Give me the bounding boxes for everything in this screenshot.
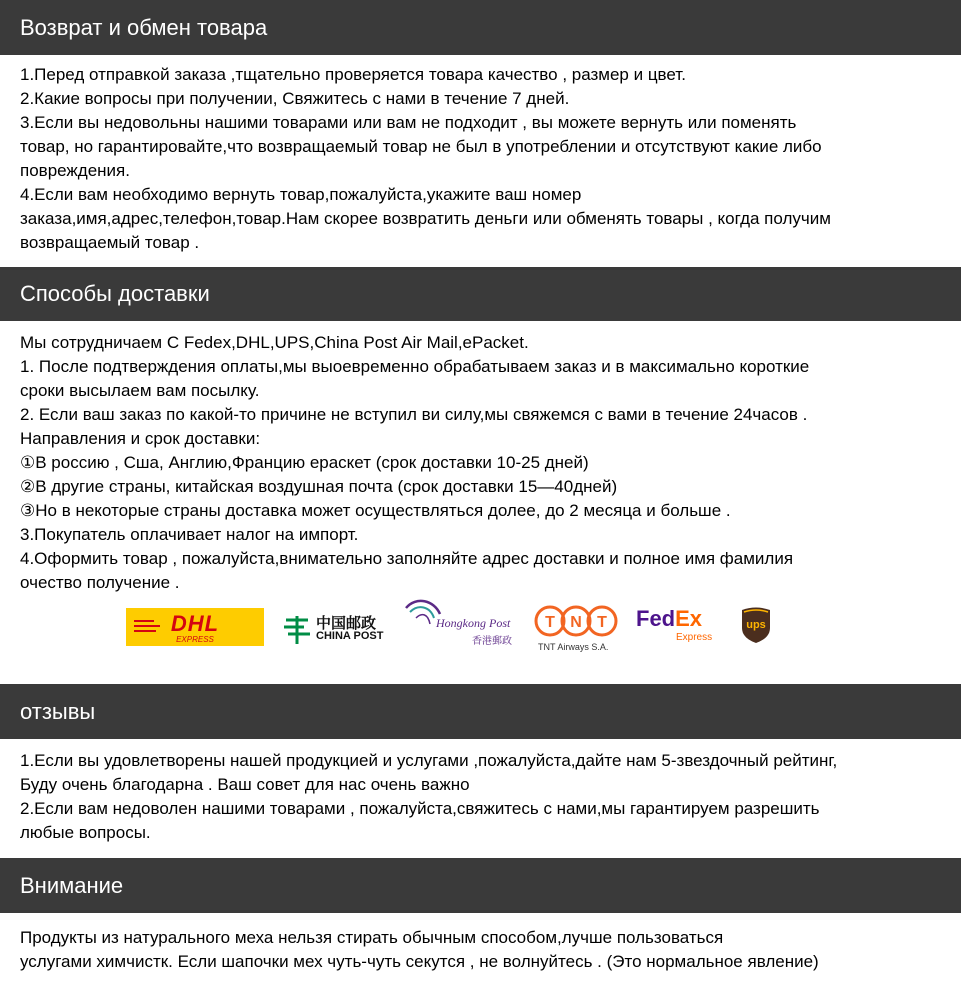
delivery-line: 1. После подтверждения оплаты,мы выоевременно обрабатываем заказ и в максимально короткие сроки высылаем вам посылку.	[20, 357, 810, 400]
attention-line: Продукты из натурального меха нельзя стирать обычным способом,лучше пользоваться услугами химчистк. Если шапочки мех чуть-чуть секутся , не волнуйтесь . (Это нормальное явление)	[20, 928, 819, 971]
carrier-logos	[120, 598, 820, 660]
returns-line: 4.Если вам необходимо вернуть товар,пожалуйста,укажите ваш номер заказа,имя,адрес,телефон,товар.Нам скорее возвратить деньги или обменять товары , когда получим возвращаемый товар .	[20, 185, 831, 252]
delivery-line: 4.Оформить товар , пожалуйста,внимательно заполняйте адрес доставки и полное имя фамилия очество получение .	[20, 549, 794, 592]
delivery-line: Мы сотрудничаем С Fedex,DHL,UPS,China Post Air Mail,ePacket.	[20, 333, 529, 352]
ups-logo-text: ups	[746, 619, 766, 631]
section-header-returns	[0, 0, 961, 55]
tnt-sub-text: TNT Airways S.A.	[538, 642, 609, 652]
section-title-delivery: Способы доставки	[20, 281, 210, 306]
svg-text:T: T	[545, 614, 555, 631]
reviews-text	[20, 749, 945, 845]
tnt-logo-circles-icon	[534, 604, 618, 638]
delivery-line: 3.Покупатель оплачивает налог на импорт.	[20, 525, 359, 544]
dhl-logo-sub: EXPRESS	[176, 635, 214, 644]
section-title-reviews: отзывы	[20, 698, 96, 724]
svg-text:N: N	[570, 614, 582, 631]
delivery-line: ③Но в некоторые страны доставка может осуществляться долее, до 2 месяца и больше .	[20, 501, 731, 520]
china-post-en-text: CHINA POST	[316, 630, 384, 642]
section-header-reviews	[0, 684, 961, 739]
china-post-cn-text: 中国邮政	[316, 614, 377, 632]
hongkong-post-logo	[404, 598, 524, 650]
section-title-returns: Возврат и обмен товара	[20, 14, 268, 40]
delivery-line: 2. Если ваш заказ по какой-то причине не вступил ви силу,мы свяжемся с вами в течение 24часов .	[20, 405, 808, 424]
section-title-attention: Внимание	[20, 872, 124, 898]
china-post-logo	[282, 610, 397, 646]
fedex-logo	[636, 606, 726, 650]
section-header-attention	[0, 858, 961, 913]
hongkong-post-cn-text: 香港郵政	[472, 636, 512, 647]
delivery-line: ①В россию , Сша, Англию,Францию ераскет (срок доставки 10-25 дней)	[20, 453, 589, 472]
dhl-logo-text: DHL	[170, 611, 220, 636]
section-header-delivery	[0, 267, 961, 321]
fedex-sub-text: Express	[676, 632, 713, 643]
tnt-logo	[534, 604, 624, 658]
delivery-text	[20, 331, 945, 595]
fedex-fed-text: Fed	[636, 606, 676, 631]
delivery-line: Направления и срок доставки:	[20, 429, 261, 448]
fedex-ex-text: Ex	[675, 606, 703, 631]
returns-text	[20, 63, 945, 255]
hongkong-post-en-text: Hongkong Post	[436, 616, 511, 630]
dhl-logo	[126, 608, 264, 646]
returns-line: 1.Перед отправкой заказа ,тщательно проверяется товара качество , размер и цвет.	[20, 65, 686, 84]
reviews-line: 1.Если вы удовлетворены нашей продукцией и услугами ,пожалуйста,дайте нам 5-звездочный рейтинг, Буду очень благодарна . Ваш совет для нас очень важно	[20, 751, 838, 794]
ups-logo	[740, 606, 772, 644]
china-post-emblem-icon	[282, 612, 312, 646]
delivery-line: ②В другие страны, китайская воздушная почта (срок доставки 15—40дней)	[20, 477, 618, 496]
attention-text	[20, 926, 945, 974]
returns-line: 3.Если вы недовольны нашими товарами или вам не подходит , вы можете вернуть или поменять товар, но гарантировайте,что возвращаемый товар не был в употреблении и отсутствуют какие либо повреждения.	[20, 113, 822, 180]
reviews-line: 2.Если вам недоволен нашими товарами , пожалуйста,свяжитесь с нами,мы гарантируем разрешить любые вопросы.	[20, 799, 820, 842]
returns-line: 2.Какие вопросы при получении, Свяжитесь с нами в течение 7 дней.	[20, 89, 570, 108]
svg-text:T: T	[597, 614, 607, 631]
